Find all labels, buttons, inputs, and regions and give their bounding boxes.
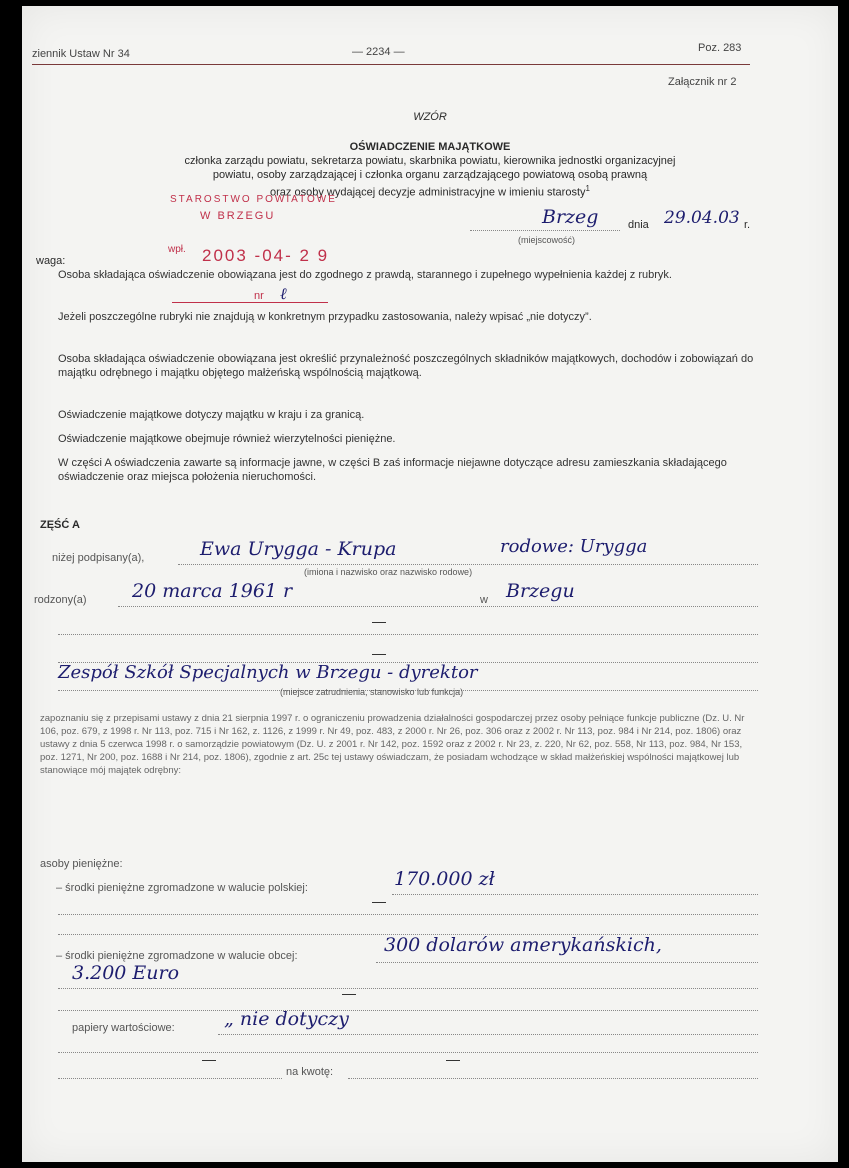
foreign-dots-2 bbox=[58, 988, 758, 989]
pln-label: – środki pieniężne zgromadzone w walucie polskiej: bbox=[56, 882, 308, 894]
foreign-label: – środki pieniężne zgromadzone w walucie obcej: bbox=[56, 950, 298, 962]
place-value: Brzeg bbox=[542, 206, 599, 228]
uwaga-label: waga: bbox=[36, 255, 66, 267]
kwote-label: na kwotę: bbox=[286, 1066, 334, 1078]
born-dots bbox=[118, 606, 758, 607]
name-caption: (imiona i nazwisko oraz nazwisko rodowe) bbox=[304, 567, 473, 577]
place-caption: (miejscowość) bbox=[518, 235, 576, 245]
kwote-dots-left bbox=[58, 1078, 282, 1079]
papers-value: „ nie dotyczy bbox=[224, 1008, 349, 1030]
signed-label: niżej podpisany(a), bbox=[52, 552, 145, 564]
journal-name: ziennik Ustaw Nr 34 bbox=[32, 48, 130, 60]
name-dots bbox=[178, 564, 758, 565]
kwote-dots-right bbox=[348, 1078, 758, 1079]
czesc-a-heading: ZĘŚĆ A bbox=[40, 519, 80, 531]
uwaga-item-6: W części A oświadczenia zawarte są informacje jawne, w części B zaś informacje niejawne dotyczące adresu zamieszkania składającego oświadczenie oraz miejsca położenia nieruchomości. bbox=[58, 457, 727, 483]
dash-mark-1 bbox=[372, 622, 386, 623]
uwaga-item-3: Osoba składająca oświadczenie obowiązana jest określić przynależność poszczególnych składników majątkowych, dochodów i zobowiązań do majątku odrębnego i majątku objętego małżeńską wspólnością majątkową. bbox=[58, 353, 754, 379]
uwaga-item-2: Jeżeli poszczególne rubryki nie znajdują w konkretnym przypadku zastosowania, należy wpisać „nie dotyczy”. bbox=[58, 311, 592, 323]
workplace-value: Zespół Szkół Specjalnych w Brzegu - dyrektor bbox=[58, 662, 478, 683]
stamp-date: 2003 -04- 2 9 bbox=[202, 246, 330, 265]
rodowe-value: rodowe: Urygga bbox=[500, 536, 648, 557]
stamp-wpl-label: wpł. bbox=[168, 244, 186, 255]
subtitle-line-3: oraz osoby wydającej decyzje administracyjne w imieniu starosty$^1$ bbox=[270, 184, 590, 199]
date-value: 29.04.03 bbox=[664, 208, 740, 228]
page-number: — 2234 — bbox=[352, 46, 405, 58]
subtitle-line-2: powiatu, osoby zarządzającej i członka organu zarządzającego powiatową osobą prawną bbox=[212, 169, 648, 181]
attachment-label: Załącznik nr 2 bbox=[668, 76, 737, 88]
stamp-line-2: W BRZEGU bbox=[200, 210, 276, 222]
uwaga-item-1: Osoba składająca oświadczenie obowiązana jest do zgodnego z prawdą, starannego i zupełnego wypełnienia każdej z rubryk. bbox=[58, 269, 672, 281]
date-r-label: r. bbox=[744, 219, 751, 231]
stamp-handwritten-mark: ℓ bbox=[280, 284, 287, 303]
uwaga-item-4: Oświadczenie majątkowe dotyczy majątku w kraju i za granicą. bbox=[58, 409, 365, 421]
name-value: Ewa Urygga - Krupa bbox=[200, 538, 397, 560]
blank-line-1 bbox=[58, 634, 758, 635]
papers-dots bbox=[218, 1034, 758, 1035]
pln-value: 170.000 zł bbox=[394, 868, 495, 890]
stamp-line-1: STAROSTWO POWIATOWE bbox=[170, 194, 337, 205]
born-place-value: Brzegu bbox=[506, 580, 575, 602]
header-rule bbox=[32, 64, 750, 65]
place-dots bbox=[470, 230, 620, 231]
dash-mark-2 bbox=[372, 654, 386, 655]
papers-blank bbox=[58, 1052, 758, 1053]
wzor-label: WZÓR bbox=[413, 111, 447, 123]
document-title: OŚWIADCZENIE MAJĄTKOWE bbox=[349, 141, 511, 153]
papers-label: papiery wartościowe: bbox=[72, 1022, 175, 1034]
dash-mark-6 bbox=[446, 1060, 460, 1061]
born-date-value: 20 marca 1961 r bbox=[132, 580, 293, 602]
dash-mark-3 bbox=[372, 902, 386, 903]
pln-dots bbox=[392, 894, 758, 895]
document-page bbox=[22, 6, 838, 1162]
dash-mark-5 bbox=[202, 1060, 216, 1061]
dnia-label: dnia bbox=[628, 219, 649, 231]
born-w-label: w bbox=[480, 594, 488, 606]
dash-mark-4 bbox=[342, 994, 356, 995]
subtitle-line-1: członka zarządu powiatu, sekretarza powiatu, skarbnika powiatu, kierownika jednostki organizacyjnej bbox=[184, 155, 676, 167]
workplace-caption: (miejsce zatrudnienia, stanowisko lub funkcja) bbox=[280, 687, 464, 697]
stamp-underline bbox=[172, 302, 328, 303]
pln-blank-1 bbox=[58, 914, 758, 915]
legal-statement: zapoznaniu się z przepisami ustawy z dnia 21 sierpnia 1997 r. o ograniczeniu prowadzenia działalności gospodarczej przez osoby pełniące funkcje publiczne (Dz. U. Nr 106, poz. 679, z 1998 r. Nr 113, poz. 715 i Nr 162, z. 1126, z 1999 r. Nr 49, poz. 483, z 2000 r. Nr 26, poz. 306 oraz z 2002 r. Nr 113, poz. 984 i Nr 214, poz. 1806) oraz ustawy z dnia 5 czerwca 1998 r. o samorządzie powiatowym (Dz. U. z 2001 r. Nr 142, poz. 1592 oraz z 2002 r. Nr 23, z. 220, Nr 62, poz. 558, Nr 113, poz. 984, Nr 153, poz. 1271, Nr 200, poz. 1688 i Nr 214, poz. 1806), zgodnie z art. 25c tej ustawy oświadczam, że posiadam wchodzące w skład małżeńskiej wspólności majątkowej lub stanowiące mój majątek odrębny: bbox=[40, 713, 745, 776]
born-label: rodzony(a) bbox=[34, 594, 87, 606]
foreign-dots bbox=[376, 962, 758, 963]
uwaga-item-5: Oświadczenie majątkowe obejmuje również wierzytelności pieniężne. bbox=[58, 433, 396, 445]
zasoby-label: asoby pieniężne: bbox=[40, 858, 123, 870]
foreign-blank bbox=[58, 1010, 758, 1011]
position-number: Poz. 283 bbox=[698, 42, 742, 54]
foreign-value-2: 3.200 Euro bbox=[72, 962, 180, 984]
stamp-nr-label: nr bbox=[254, 290, 264, 302]
foreign-value-1: 300 dolarów amerykańskich, bbox=[384, 934, 662, 956]
